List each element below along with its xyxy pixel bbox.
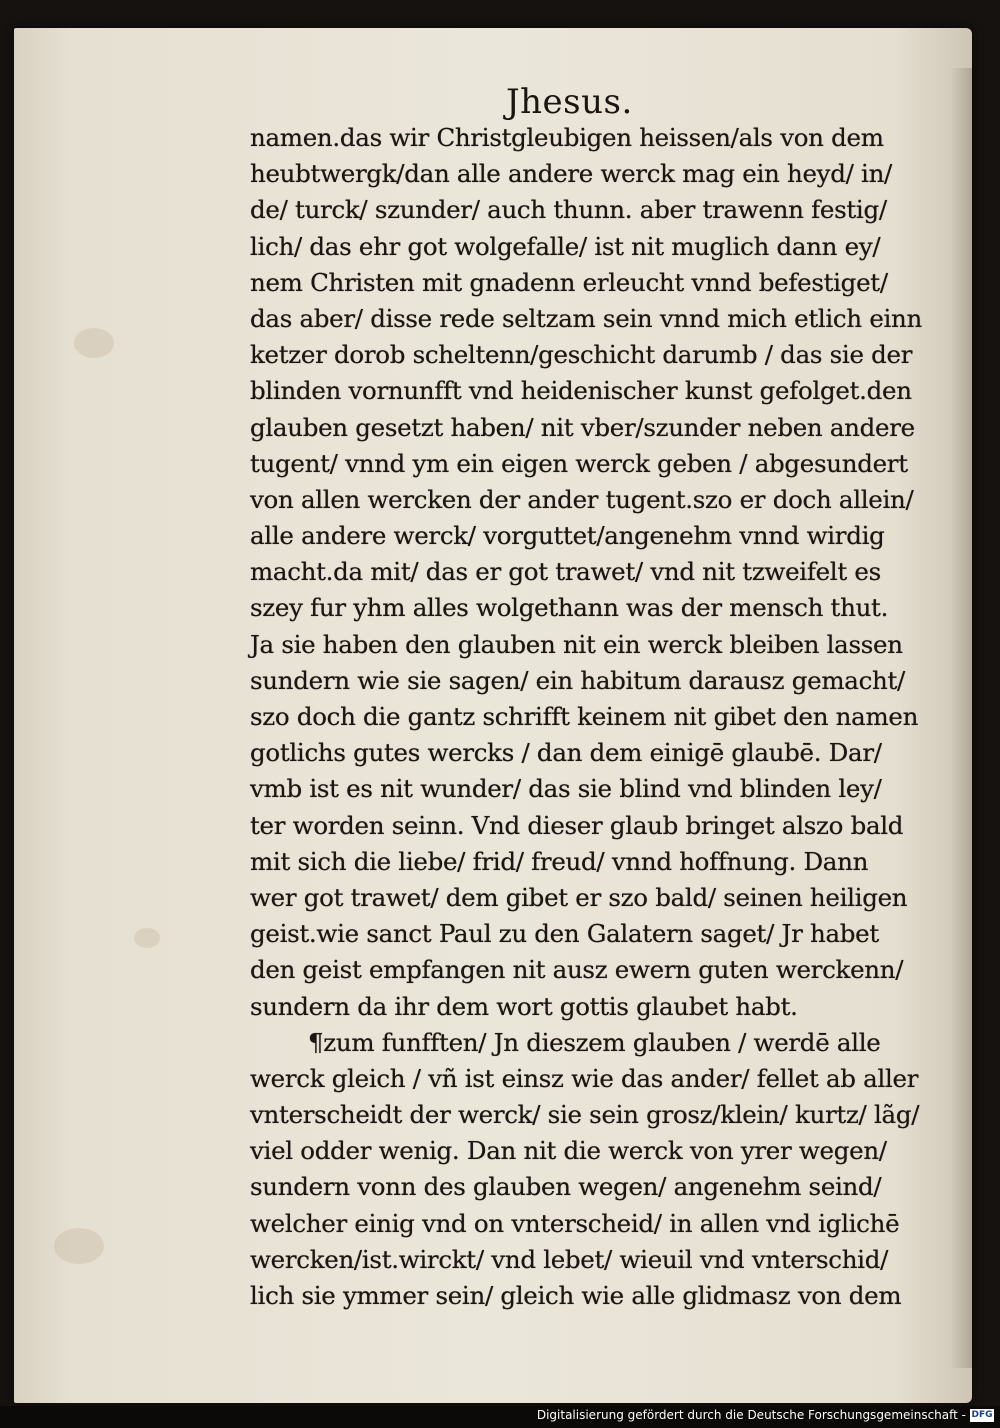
text-line: glauben gesetzt haben/ nit vber/szunder neben andere [250, 412, 915, 442]
text-line: gotlichs gutes wercks / dan dem einigē glaubē. Dar/ [250, 738, 882, 768]
text-block [250, 120, 934, 1314]
text-line: wercken/ist.wirckt/ vnd lebet/ wieuil vnd vnterschid/ [250, 1244, 889, 1274]
text-line: wer got trawet/ dem gibet er szo bald/ seinen heiligen [250, 882, 908, 912]
text-line: szo doch die gantz schrifft keinem nit gibet den namen [250, 702, 919, 731]
text-line: heubtwergk/dan alle andere werck mag ein heyd/ in/ [250, 159, 893, 189]
text-line: de/ turck/ szunder/ auch thunn. aber trawenn festig/ [250, 195, 887, 225]
text-line: den geist empfangen nit ausz ewern guten werckenn/ [250, 955, 904, 985]
text-line: macht.da mit/ das er got trawet/ vnd nit tzweifelt es [250, 557, 881, 587]
paper-stain [54, 1228, 104, 1264]
dfg-logo: DFG [971, 1410, 993, 1420]
paper-stain [134, 928, 160, 948]
text-line: ketzer dorob scheltenn/geschicht darumb / das sie der [250, 340, 913, 370]
running-head: Jhesus. [506, 82, 633, 122]
text-line: werck gleich / vñ ist einsz wie das ander/ fellet ab aller [250, 1063, 919, 1093]
digitization-credit: Digitalisierung gefördert durch die Deutsche Forschungsgemeinschaft - [536, 1408, 966, 1422]
text-line: sundern da ihr dem wort gottis glaubet habt. [250, 991, 798, 1021]
text-line: blinden vornunfft vnd heidenischer kunst gefolget.den [250, 376, 912, 406]
text-line: sundern vonn des glauben wegen/ angenehm seind/ [250, 1172, 882, 1202]
text-line: geist.wie sanct Paul zu den Galatern saget/ Jr habet [250, 919, 879, 949]
page-gutter-shadow [950, 68, 972, 1368]
text-line: welcher einig vnd on vnterscheid/ in allen vnd iglichē [250, 1208, 900, 1238]
text-line: tugent/ vnnd ym ein eigen werck geben / abgesundert [250, 448, 908, 478]
paper-stain [74, 328, 114, 358]
text-line: alle andere werck/ vorguttet/angenehm vnnd wirdig [250, 521, 885, 551]
text-line: von allen wercken der ander tugent.szo er doch allein/ [250, 484, 914, 514]
text-line: szey fur yhm alles wolgethann was der mensch thut. [250, 593, 889, 623]
text-line: Ja sie haben den glauben nit ein werck bleiben lassen [250, 629, 903, 659]
text-line: mit sich die liebe/ frid/ freud/ vnnd hoffnung. Dann [250, 846, 869, 876]
text-line: namen.das wir Christgleubigen heissen/als von dem [250, 123, 884, 152]
text-line: nem Christen mit gnadenn erleucht vnnd befestiget/ [250, 267, 888, 297]
text-line: lich sie ymmer sein/ gleich wie alle glidmasz von dem [250, 1281, 902, 1310]
text-line: vmb ist es nit wunder/ das sie blind vnd blinden ley/ [250, 774, 882, 804]
text-line: das aber/ disse rede seltzam sein vnnd mich etlich einn [250, 303, 923, 333]
text-line: viel odder wenig. Dan nit die werck von yrer wegen/ [250, 1136, 887, 1166]
text-line: ¶zum funfften/ Jn dieszem glauben / werdē alle [308, 1027, 881, 1057]
text-line: lich/ das ehr got wolgefalle/ ist nit muglich dann ey/ [250, 231, 881, 261]
text-line: vnterscheidt der werck/ sie sein grosz/klein/ kurtz/ lãg/ [250, 1100, 920, 1130]
text-line: ter worden seinn. Vnd dieser glaub bringet alszo bald [250, 810, 904, 840]
text-line: sundern wie sie sagen/ ein habitum darausz gemacht/ [250, 665, 905, 695]
